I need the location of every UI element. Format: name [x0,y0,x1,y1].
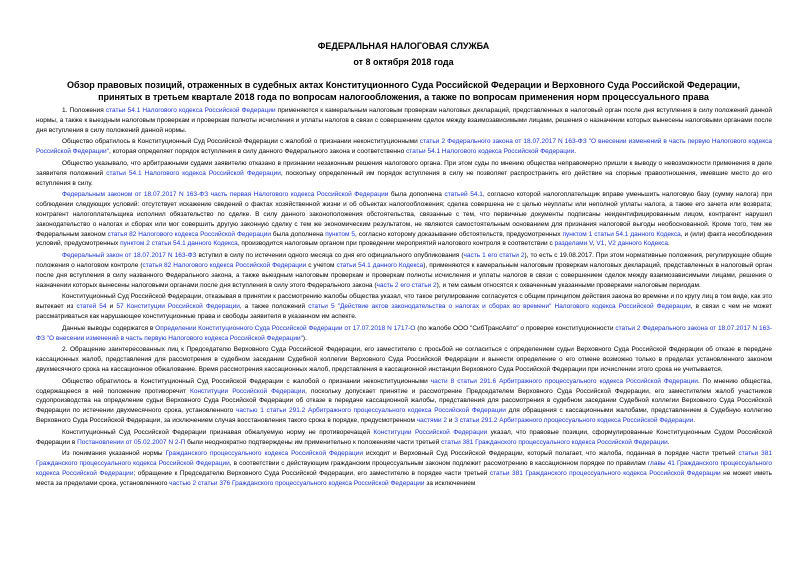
legal-reference-link[interactable]: Конституции Российской Федерации [373,428,488,436]
legal-reference-link[interactable]: частью 1 статьи 291.2 Арбитражного процессуального кодекса Российской Федерации [236,407,506,415]
paragraph-text: . По мнению общества, содержащееся в ней положение противоречит [36,377,772,395]
paragraph-text: Общество обратилось в Конституционный Суд Российской Федерации с жалобой о признании неконституционными [62,377,431,385]
paragraph-text: ), применяются к камеральным налоговым проверкам налоговых деклараций, представленных в налоговый орган после дня вступления в силу названного Федерального закона, а также выездным налоговым проверкам и проверкам полноты исчисления и уплаты налогов в связи с совершением сделок между взаимозависимыми лицами, решения о назначении которых вынесены налоговыми органами после дня вступления в силу этого Федерального закона ( [36,261,772,289]
paragraph [36,251,772,290]
paragraph-text: ), и тем самым относятся к охваченным указанными проверками налоговым периодам. [436,281,701,289]
legal-reference-link[interactable]: статья 82 Налогового кодекса Российской Федерации [107,230,271,238]
paragraph-text: была дополнена [388,191,445,199]
paragraph-text: . [693,416,696,424]
paragraph-text: . [574,148,577,156]
paragraph-text: , в связи с чем не может рассматриваться как нарушающее конституционные права и свободы заявителя в указанном им аспекте. [36,303,772,320]
paragraph-text: за исключением [424,479,476,487]
legal-reference-link[interactable]: Гражданского процессуального кодекса Российской Федерации [165,450,363,458]
legal-reference-link[interactable]: статьи 54.1 Налогового кодекса Российской Федерации [106,169,281,177]
paragraph-text: Общество обратилось в Конституционный Суд Российской Федерации с жалобой о признании неконституционными [62,138,420,146]
legal-reference-link[interactable]: статьи 381 Гражданского процессуального кодекса Российской Федерации [36,450,772,468]
legal-reference-link[interactable]: статьи 54.1 данного Кодекса [336,261,424,269]
legal-reference-link[interactable]: Конституции Российской Федерации [190,387,306,395]
paragraph [36,324,772,344]
legal-reference-link[interactable]: часть 2 его статьи 2 [376,281,437,289]
paragraph [36,345,772,374]
legal-reference-link[interactable]: статьи 2 Федерального закона от 18.07.2017 N 163-ФЗ "О внесении изменений в часть первую Налогового кодекса Российской Федерации" [36,138,772,156]
legal-reference-link[interactable]: части 8 статьи 291.6 Арбитражного процессуального кодекса Российской Федерации [430,377,698,385]
document-date: от 8 октября 2018 года [353,57,454,67]
paragraph-text: не может иметь места за пределами срока, установленного [36,469,772,487]
paragraph-text: Данные выводы содержатся в [62,324,156,332]
paragraph-text: , которая определяет порядок вступления в силу данного Федерального закона и соответственно [109,148,407,156]
legal-reference-link[interactable]: V1 [596,240,605,248]
legal-reference-link[interactable]: пунктом 2 статьи 54.1 данного Кодекса [120,240,238,248]
paragraph [36,190,772,249]
legal-reference-link[interactable]: статьи 381 Гражданского процессуального кодекса Российской Федерации [489,469,721,477]
legal-reference-link[interactable]: частями 2 [416,416,448,424]
legal-reference-link[interactable]: статьей 54.1 [444,191,483,199]
paragraph-text: , и (или) факта несоблюдения условий, предусмотренных [36,230,772,248]
paragraph-text: , [604,240,608,248]
paragraph-text: указал, что правовые позиции, сформулированные Конституционным Судом Российской Федерации в [36,428,772,446]
document-body [36,106,772,490]
legal-reference-link[interactable]: частью 2 статьи 376 Гражданского процессуального кодекса Российской Федерации [169,479,425,487]
paragraph-text: ). [302,334,307,342]
legal-reference-link[interactable]: Федеральным законом от 18.07.2017 N 163-ФЗ часть первая Налогового кодекса Российской Федерации [62,191,389,199]
legal-reference-link[interactable]: Определении Конституционного Суда Российской Федерации от 17.07.2018 N 1717-О [155,324,416,332]
paragraph [36,377,772,426]
paragraph-text: Из понимания указанной нормы [62,450,166,458]
paragraph [36,106,772,135]
paragraph-text: , в соответствии с действующим гражданским процессуальным законом подлежит рассмотрению в кассационном порядке по правилам [229,460,648,468]
paragraph-text: Общество указывало, что арбитражными судами заявителю отказано в признании незаконным решения налогового органа. При этом суды по мнению общества неправомерно пришли к выводу о невозможности применения в деле заявителя положений [36,159,772,177]
paragraph-text: ; обращение к Председателю Верховного Суда Российской Федерации, его заместителю в порядке части третьей [133,469,490,477]
paragraph-text: , поскольку определенный им порядок вступления в силу не позволяет распространить его действие на спорные правоотношения, имевшие место до его вступления в силу. [36,169,773,187]
legal-reference-link[interactable]: пунктом 5 [325,230,356,238]
paragraph [36,428,772,448]
paragraph [36,137,772,157]
legal-reference-link[interactable]: статьи 381 Гражданского процессуального кодекса Российской Федерации [441,438,668,446]
legal-reference-link[interactable]: V2 данного Кодекса [607,240,669,248]
paragraph-text: исходит и Верховный Суд Российской Федерации, который полагает, что жалоба, поданная в порядке части третьей [363,450,739,458]
legal-reference-link[interactable]: статей 54 [76,303,107,311]
document-title: Обзор правовых позиций, отраженных в судебных актах Конституционного Суда Российской Федерации и Верховного Суда Российской Федерации, принятых в третьем квартале 2018 года по вопросам налогообложения, а также по вопросам применения норм процессуального права [67,80,740,102]
paragraph-text: ), то есть с 19.08.2017. При этом нормативные положения, регулирующие общие положения о налоговом контроле ( [36,252,773,269]
legal-reference-link[interactable]: статьи 54.1 Налогового кодекса Российской Федерации [105,107,276,114]
paragraph [36,292,772,321]
paragraph-text: применяются к камеральным налоговым проверкам налоговых деклараций, представленных в налоговый орган после дня вступления в силу положений данной нормы, а также к выездным налоговым проверкам и проверкам полноты исчисления и уплаты налогов в связи с совершением сделок между взаимозависимыми лицами, решения о назначении которых вынесены налоговыми органами после дня вступления в силу положений данной нормы. [36,107,772,134]
legal-reference-link[interactable]: статьи 5 "Действие актов законодательства о налогах и сборах во времени" Налогового кодекса Российской Федерации [308,303,691,311]
paragraph-text: , производится налоговым органом при проведении мероприятий налогового контроля в соответствии с [237,240,555,248]
paragraph-text: и [106,303,117,311]
paragraph-text: (по жалобе ООО "СибТрансАвто" о проверке конституционности [415,324,616,332]
paragraph-text: были неоднократно подтверждены им применительно к положениям части третьей [185,438,442,446]
paragraph-text: с учетом [306,261,337,269]
legal-reference-link[interactable]: статьи 54.1 Налогового кодекса Российской Федерации [406,148,575,156]
paragraph-text: 1. Положения [62,107,106,114]
legal-reference-link[interactable]: статьи 2 Федерального закона от 18.07.2017 N 163-ФЗ "О внесении изменений в часть первую Налогового кодекса Российской Федерации" [36,324,772,342]
paragraph-text: , а также положений [239,303,309,311]
legal-reference-link[interactable]: пунктом 1 статьи 54.1 данного Кодекса [562,230,681,238]
paragraph-text: . [668,240,670,248]
paragraph-text: и [447,416,455,424]
agency-heading: ФЕДЕРАЛЬНАЯ НАЛОГОВАЯ СЛУЖБА [317,41,490,51]
legal-reference-link[interactable]: Постановлении от 05.02.2007 N 2-П [77,438,186,446]
paragraph-text: вступил в силу по истечении одного месяца со дня его официального опубликования ( [196,252,464,260]
legal-reference-link[interactable]: 3 статьи 291.2 Арбитражного процессуального кодекса Российской Федерации [454,416,694,424]
legal-reference-link[interactable]: 57 Конституции Российской Федерации [116,303,240,311]
paragraph-text: Конституционный Суд Российской Федерации признавая обжалуемую норму не противоречащей [62,428,374,436]
legal-reference-link[interactable]: статья 82 Налогового кодекса Российской Федерации [142,261,307,269]
paragraph-text: для обращения с кассационными жалобами, представлением в Судебную коллегию Верховного Суда Российской Федерации, за исключением случая восстановления такого срока в порядке, предусмотренном [36,407,772,424]
paragraph [36,449,772,488]
legal-reference-link[interactable]: часть 1 его статьи 2 [463,252,525,260]
paragraph-text: . [667,438,670,446]
paragraph-text: , [592,240,597,248]
legal-reference-link[interactable]: Федеральный закон от 18.07.2017 N 163-ФЗ [62,252,197,260]
legal-reference-link[interactable]: главы 41 Гражданского процессуального кодекса Российской Федерации [36,460,772,477]
legal-reference-link[interactable]: разделами V [554,240,593,248]
paragraph-text: Конституционный Суд Российской Федерации, отказывая в принятии к рассмотрению жалобы общества указал, что такое регулирование согласуется с общим принципом действия закона во времени и по кругу лиц в том виде, как это вытекает из [36,293,772,311]
paragraph-text: , согласно которому доказывание обстоятельств, предусмотренных [355,230,563,238]
paragraph-text: 2. Обращение заинтересованных лиц к Председателю Верховного Суда Российской Федерации, его заместителю с просьбой не согласиться с определением судьи Верховного Суда Российской Федерации об отказе в передаче кассационных жалоб, представления для рассмотрения в судебном заседании Судебной коллегии Верховного Суда Российской Федерации и вынести определение о его отмене возможно только в пределах установленного законом двухмесячного срока на кассационное обжалование. Время рассмотрения кассационных жалоб, представления в кассационной инстанции Верховного Суда Российской Федерации при исчислении этого срока не учитывается. [36,346,772,373]
paragraph-text: была дополнена [271,230,326,238]
paragraph-text: , поскольку допускает принятие и рассмотрение Председателем Верховного Суда Российской Федерации, его заместителем жалоб участников судопроизводства на определение судьи Верховного Суда Российской Федерации об отказе в передаче кассационной жалобы, представления для рассмотрения в судебном заседании Судебной коллегии Верховного Суда Российской Федерации по истечении двухмесячного срока, установленного [36,387,772,415]
paragraph [36,159,772,188]
paragraph-text: , согласно которой налогоплательщик вправе уменьшить налоговую базу (сумму налога) при соблюдении следующих условий: отсутствует искажение сведений о фактах хозяйственной жизни и об объектах налогообложения; сделка совершена не с целью неуплаты или неполной уплаты налога, а также его зачета или возврата; контрагент налогоплательщика исполнил обязательство по сделке. В силу данного законоположения обстоятельства, связанные с тем, что первичные документы подписаны неидентифицированным лицом, контрагент нарушил законодательство о налогах и сборах или мог совершить другую законную сделку с тем же экономическим результатом, не являются самостоятельным основанием для признания налоговой выгоды необоснованной. Кроме того, тем же Федеральным законом [36,191,772,238]
